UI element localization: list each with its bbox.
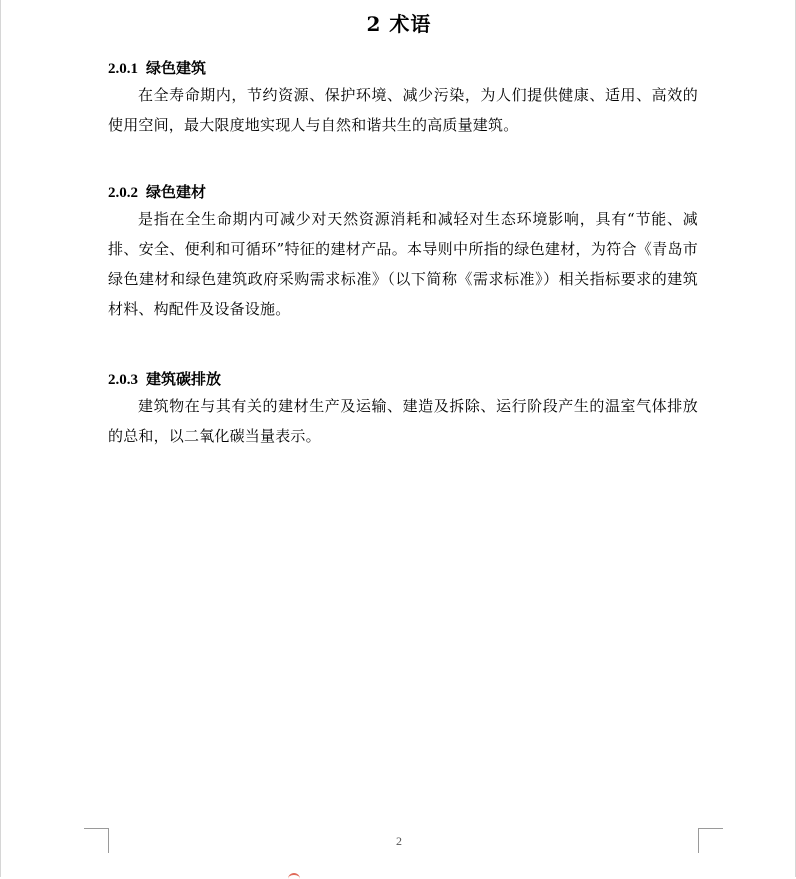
section-paragraph: 建筑物在与其有关的建材生产及运输、建造及拆除、运行阶段产生的温室气体排放的总和，以二氧化碳当量表示。 — [108, 397, 698, 445]
section-title: 绿色建筑 — [146, 59, 207, 77]
section-title: 建筑碳排放 — [146, 370, 222, 388]
section-paragraph: 在全寿命期内，节约资源、保护环境、减少污染，为人们提供健康、适用、高效的使用空间，最大限度地实现人与自然和谐共生的高质量建筑。 — [108, 86, 698, 134]
chapter-title: 2 术语 — [366, 12, 432, 36]
section-number: 2.0.2 — [108, 185, 138, 201]
section-heading — [108, 367, 698, 391]
section-2-0-3 — [108, 367, 698, 451]
section-2-0-2 — [108, 180, 698, 324]
section-title: 绿色建材 — [146, 183, 207, 201]
section-number: 2.0.3 — [108, 372, 138, 388]
section-paragraph: 是指在全生命期内可减少对天然资源消耗和减轻对生态环境影响，具有“节能、减排、安全、便利和可循环”特征的建材产品。本导则中所指的绿色建材，为符合《青岛市绿色建材和绿色建筑政府采购需求标准》（以下简称《需求标准》）相关指标要求的建筑材料、构配件及设备设施。 — [108, 210, 698, 318]
page-number: 2 — [396, 834, 402, 848]
section-heading — [108, 56, 698, 80]
section-2-0-1 — [108, 56, 698, 140]
red-annotation-mark — [288, 873, 300, 879]
section-number: 2.0.1 — [108, 61, 138, 77]
section-heading — [108, 180, 698, 204]
